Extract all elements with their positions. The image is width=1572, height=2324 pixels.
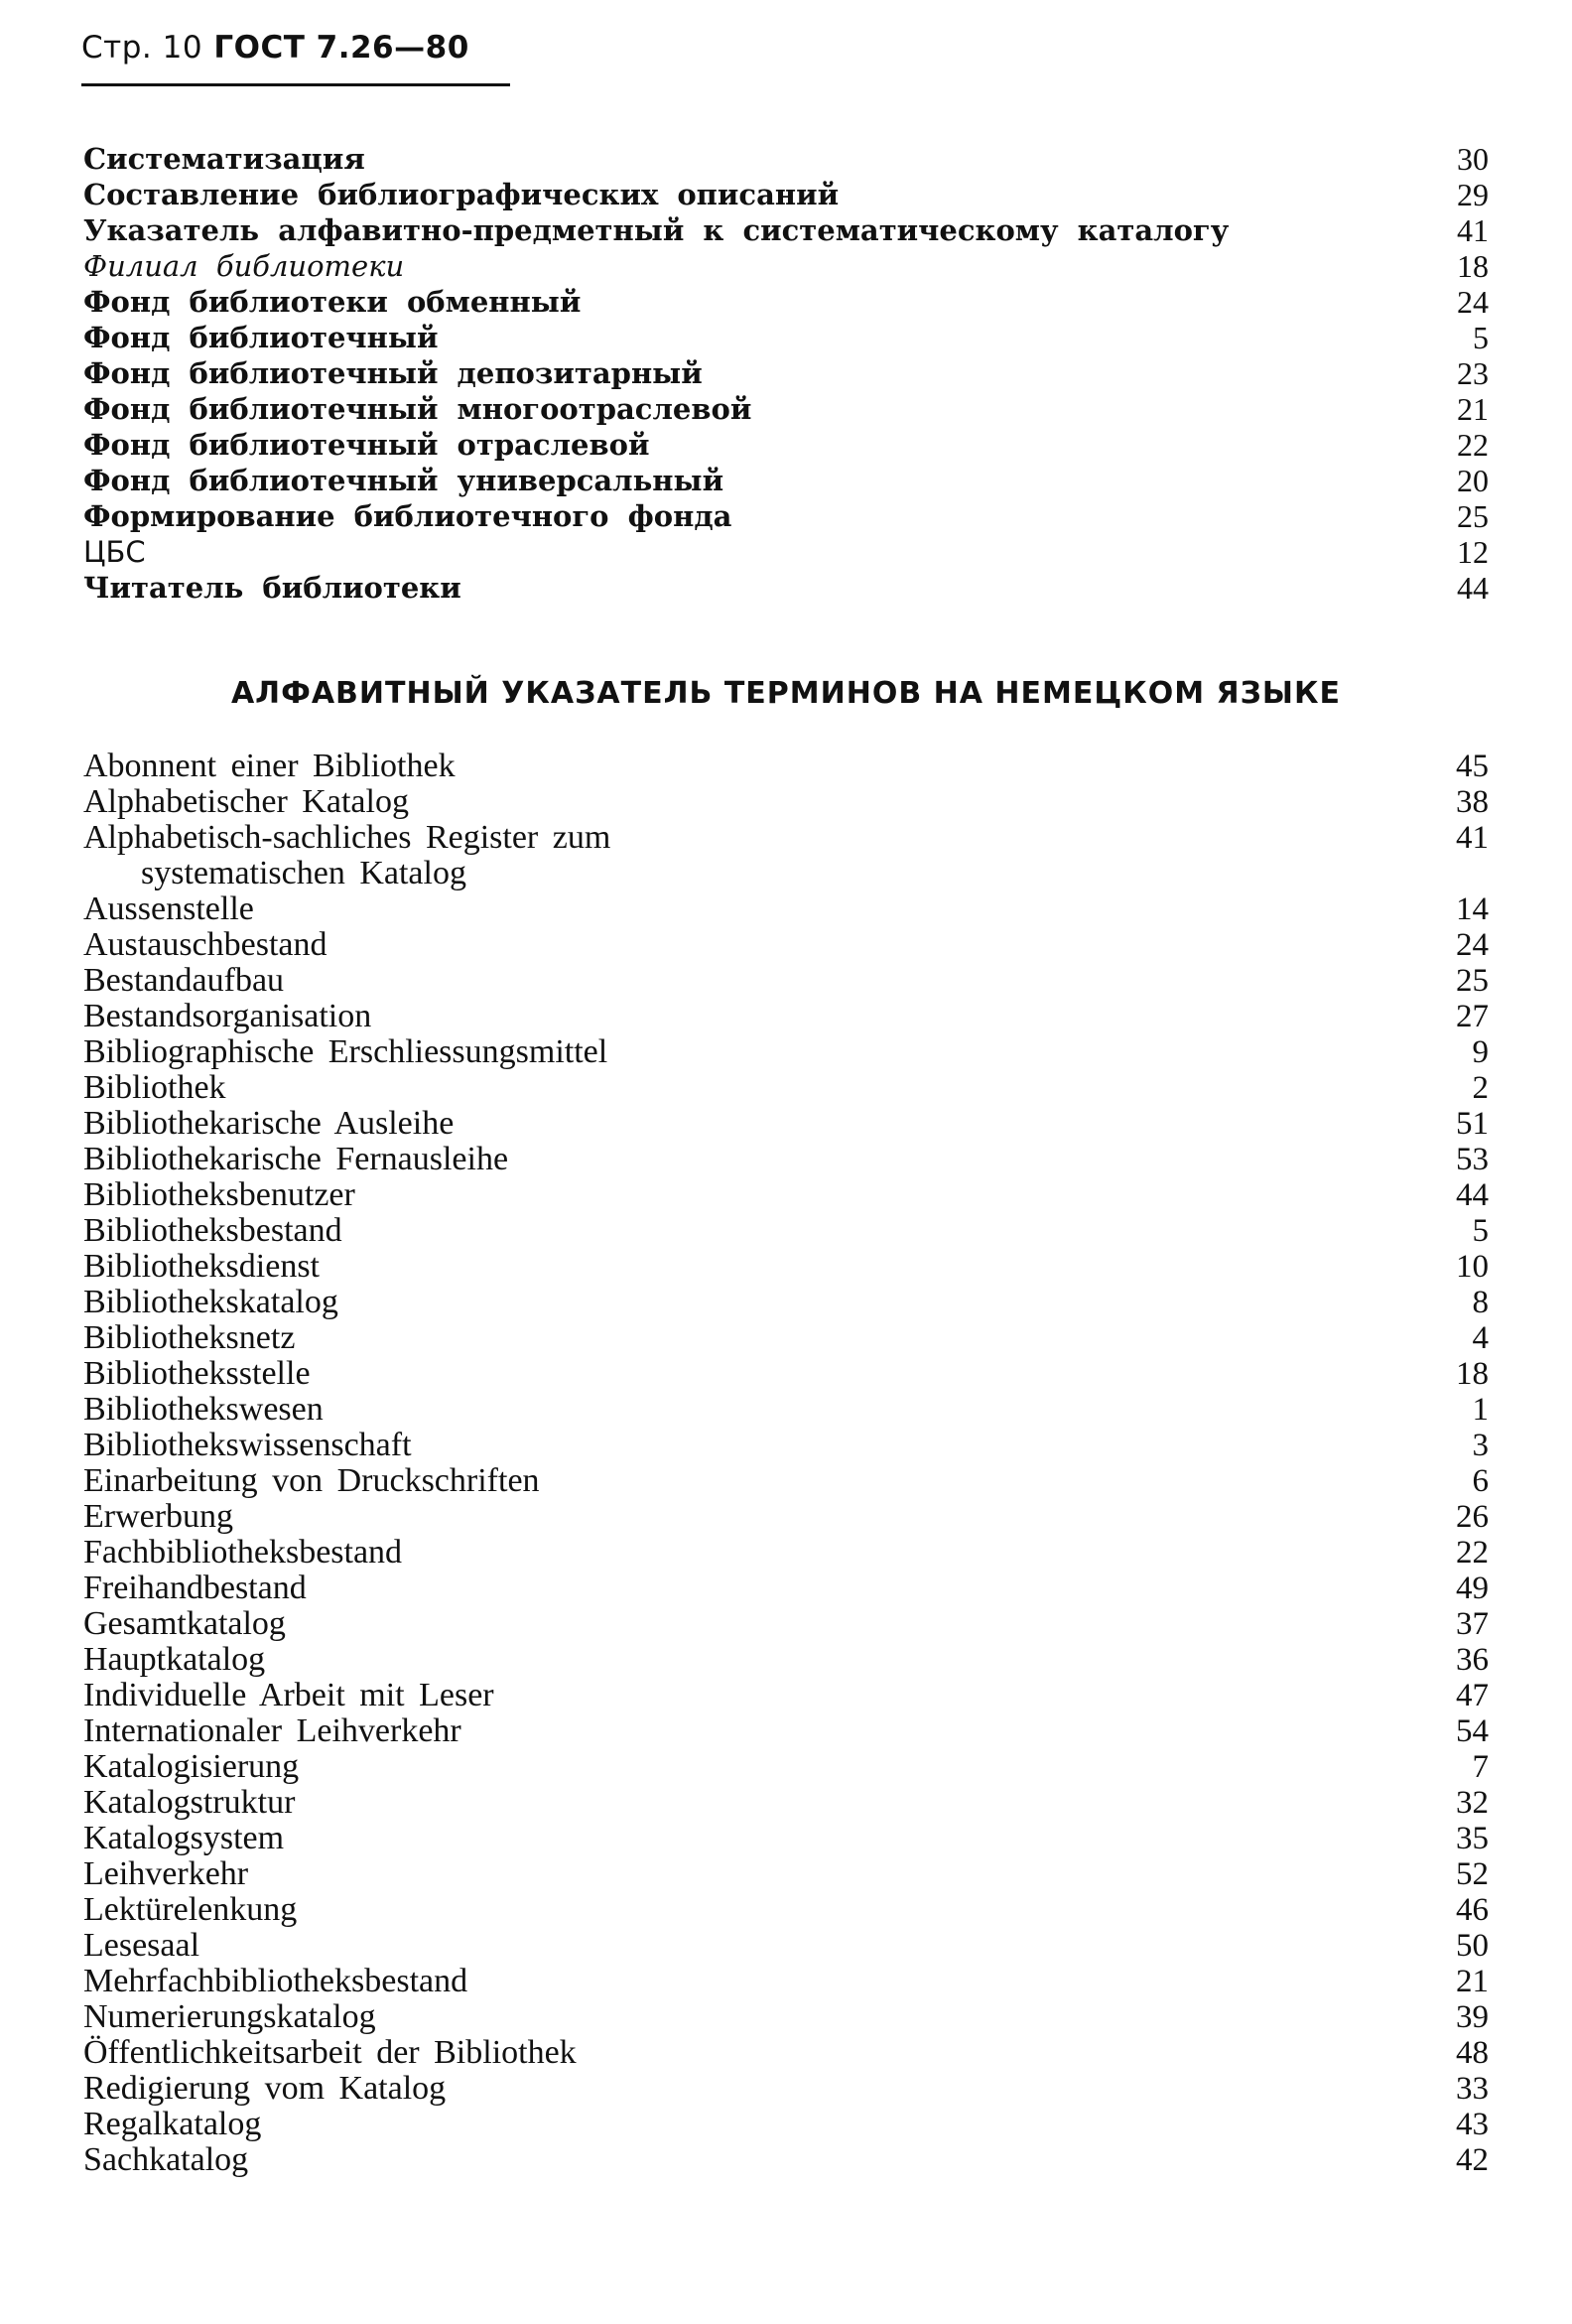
index-row — [83, 784, 1489, 820]
index-number: 53 — [1456, 1142, 1489, 1177]
index-term: Katalogstruktur — [83, 1784, 296, 1821]
index-row — [83, 1177, 1489, 1213]
index-term: Bibliothek — [83, 1069, 226, 1106]
index-term: Austauschbestand — [83, 926, 328, 963]
index-row — [83, 1392, 1489, 1428]
index-row — [83, 1856, 1489, 1892]
index-row — [83, 1320, 1489, 1356]
index-number: 41 — [1456, 820, 1489, 856]
index-row — [83, 2142, 1489, 2178]
index-number: 14 — [1456, 891, 1489, 927]
index-row — [83, 963, 1489, 999]
page-number-label: Стр. 10 — [81, 30, 203, 66]
index-term: Фонд библиотечный универсальный — [83, 464, 724, 497]
index-term: Указатель алфавитно-предметный к систематическому каталогу — [83, 213, 1230, 247]
index-row — [83, 463, 1489, 498]
index-row — [83, 1356, 1489, 1392]
index-row — [83, 1535, 1489, 1571]
index-row — [83, 1713, 1489, 1749]
index-number: 37 — [1456, 1606, 1489, 1642]
index-term: Sachkatalog — [83, 2141, 249, 2178]
index-number: 21 — [1456, 1964, 1489, 1999]
index-number: 23 — [1457, 355, 1489, 391]
index-row — [83, 284, 1489, 320]
index-row — [83, 1499, 1489, 1535]
index-number: 27 — [1456, 999, 1489, 1034]
index-number: 44 — [1457, 570, 1489, 606]
index-term: Составление библиографических описаний — [83, 178, 840, 211]
index-row — [83, 1034, 1489, 1070]
german-term-index — [83, 749, 1489, 2178]
index-term: Redigierung vom Katalog — [83, 2070, 447, 2107]
index-row — [83, 999, 1489, 1034]
index-row — [83, 1749, 1489, 1785]
index-row — [83, 534, 1489, 570]
index-number: 42 — [1456, 2142, 1489, 2178]
index-term: Öffentlichkeitsarbeit der Bibliothek — [83, 2034, 577, 2071]
index-term: Bibliotheksnetz — [83, 1319, 296, 1356]
index-term: Individuelle Arbeit mit Leser — [83, 1677, 494, 1713]
index-number: 9 — [1472, 1034, 1489, 1070]
index-row — [83, 1892, 1489, 1928]
index-number: 35 — [1456, 1821, 1489, 1856]
index-term: Фонд библиотечный отраслевой — [83, 428, 650, 462]
index-term: Фонд библиотечный многоотраслевой — [83, 392, 752, 426]
index-row — [83, 1571, 1489, 1606]
index-number: 54 — [1456, 1713, 1489, 1749]
index-term: Aussenstelle — [83, 890, 254, 927]
index-number: 26 — [1456, 1499, 1489, 1535]
index-row — [83, 177, 1489, 212]
index-number: 36 — [1456, 1642, 1489, 1678]
index-row — [83, 1142, 1489, 1177]
index-number: 21 — [1457, 391, 1489, 427]
index-number: 18 — [1457, 248, 1489, 284]
index-term: Internationaler Leihverkehr — [83, 1712, 461, 1749]
section-title: АЛФАВИТНЫЙ УКАЗАТЕЛЬ ТЕРМИНОВ НА НЕМЕЦКОМ ЯЗЫКЕ — [230, 676, 1342, 711]
index-number: 6 — [1472, 1463, 1489, 1499]
index-number: 5 — [1473, 320, 1489, 355]
index-number: 1 — [1472, 1392, 1489, 1428]
index-number: 3 — [1472, 1428, 1489, 1463]
index-row — [83, 749, 1489, 784]
index-row — [83, 820, 1489, 891]
index-row — [83, 2035, 1489, 2071]
index-row — [83, 1070, 1489, 1106]
index-term: Bibliothekarische Ausleihe — [83, 1105, 455, 1142]
index-number: 20 — [1457, 463, 1489, 498]
index-term: Bestandsorganisation — [83, 998, 372, 1034]
index-term: Формирование библиотечного фонда — [83, 499, 732, 533]
index-row — [83, 498, 1489, 534]
index-row — [83, 212, 1489, 248]
index-term: Bibliotheksbenutzer — [83, 1176, 355, 1213]
index-number: 24 — [1457, 284, 1489, 320]
index-row — [83, 891, 1489, 927]
index-term-italic: Филиал библиотеки — [83, 249, 405, 283]
index-number: 22 — [1457, 427, 1489, 463]
index-term: Abonnent einer Bibliothek — [83, 748, 456, 784]
index-term: Katalogsystem — [83, 1820, 285, 1856]
index-term: Alphabetisch-sachliches Register zum systematischen Katalog — [83, 819, 611, 891]
index-term: Фонд библиотеки обменный — [83, 285, 582, 319]
standard-designation: ГОСТ 7.26—80 — [213, 30, 469, 66]
index-row — [83, 1928, 1489, 1964]
index-row — [83, 1249, 1489, 1285]
index-term: Bibliotheksbestand — [83, 1212, 342, 1249]
index-term: Alphabetischer Katalog — [83, 783, 409, 820]
index-number: 49 — [1456, 1571, 1489, 1606]
index-number: 18 — [1456, 1356, 1489, 1392]
index-row — [83, 1285, 1489, 1320]
index-number: 7 — [1472, 1749, 1489, 1785]
index-number: 25 — [1457, 498, 1489, 534]
index-number: 38 — [1456, 784, 1489, 820]
index-row — [83, 1642, 1489, 1678]
index-row — [83, 1463, 1489, 1499]
index-term: Bestandaufbau — [83, 962, 285, 999]
index-row — [83, 570, 1489, 606]
index-row — [83, 391, 1489, 427]
index-number: 24 — [1456, 927, 1489, 963]
index-term: Gesamtkatalog — [83, 1605, 286, 1642]
index-row — [83, 248, 1489, 284]
index-number: 4 — [1472, 1320, 1489, 1356]
index-term: Numerierungskatalog — [83, 1998, 376, 2035]
index-term: Bibliothekswesen — [83, 1391, 324, 1428]
index-row — [83, 1785, 1489, 1821]
index-term: Leihverkehr — [83, 1855, 249, 1892]
index-term: ЦБС — [83, 535, 146, 569]
index-row — [83, 1964, 1489, 1999]
index-number: 5 — [1472, 1213, 1489, 1249]
russian-term-index — [83, 141, 1489, 606]
index-number: 25 — [1456, 963, 1489, 999]
index-number: 12 — [1457, 534, 1489, 570]
index-number: 47 — [1456, 1678, 1489, 1713]
index-number: 43 — [1456, 2107, 1489, 2142]
index-row — [83, 1821, 1489, 1856]
index-term: Bibliotheksstelle — [83, 1355, 311, 1392]
index-number: 10 — [1456, 1249, 1489, 1285]
index-term: Lektürelenkung — [83, 1891, 298, 1928]
index-number: 41 — [1457, 212, 1489, 248]
index-number: 50 — [1456, 1928, 1489, 1964]
index-row — [83, 1213, 1489, 1249]
index-term: Hauptkatalog — [83, 1641, 266, 1678]
index-row — [83, 320, 1489, 355]
index-term: Bibliothekswissenschaft — [83, 1427, 412, 1463]
index-term: Фонд библиотечный — [83, 321, 439, 354]
index-number: 46 — [1456, 1892, 1489, 1928]
header-rule — [81, 83, 510, 86]
index-number: 51 — [1456, 1106, 1489, 1142]
index-row — [83, 2071, 1489, 2107]
index-term: Bibliographische Erschliessungsmittel — [83, 1033, 608, 1070]
index-term: Einarbeitung von Druckschriften — [83, 1462, 540, 1499]
index-term: Систематизация — [83, 142, 365, 176]
index-row — [83, 2107, 1489, 2142]
index-term: Mehrfachbibliotheksbestand — [83, 1963, 468, 1999]
index-row — [83, 427, 1489, 463]
index-number: 8 — [1472, 1285, 1489, 1320]
index-term: Читатель библиотеки — [83, 571, 461, 605]
index-term: Katalogisierung — [83, 1748, 300, 1785]
index-term: Bibliotheksdienst — [83, 1248, 320, 1285]
index-number: 29 — [1457, 177, 1489, 212]
index-row — [83, 1606, 1489, 1642]
index-term: Fachbibliotheksbestand — [83, 1534, 403, 1571]
index-row — [83, 141, 1489, 177]
index-term: Freihandbestand — [83, 1570, 307, 1606]
index-number: 32 — [1456, 1785, 1489, 1821]
index-row — [83, 1106, 1489, 1142]
index-number: 52 — [1456, 1856, 1489, 1892]
index-number: 22 — [1456, 1535, 1489, 1571]
index-term: Bibliothekskatalog — [83, 1284, 338, 1320]
index-row — [83, 355, 1489, 391]
index-number: 30 — [1457, 141, 1489, 177]
index-term: Фонд библиотечный депозитарный — [83, 356, 703, 390]
index-term: Regalkatalog — [83, 2106, 262, 2142]
index-number: 39 — [1456, 1999, 1489, 2035]
index-term: Erwerbung — [83, 1498, 234, 1535]
index-row — [83, 1678, 1489, 1713]
index-number: 48 — [1456, 2035, 1489, 2071]
index-row — [83, 1999, 1489, 2035]
index-row — [83, 927, 1489, 963]
index-row — [83, 1428, 1489, 1463]
index-number: 45 — [1456, 749, 1489, 784]
index-term: Bibliothekarische Fernausleihe — [83, 1141, 509, 1177]
index-number: 44 — [1456, 1177, 1489, 1213]
index-number: 2 — [1472, 1070, 1489, 1106]
index-number: 33 — [1456, 2071, 1489, 2107]
page-header — [81, 30, 469, 75]
index-term: Lesesaal — [83, 1927, 200, 1964]
